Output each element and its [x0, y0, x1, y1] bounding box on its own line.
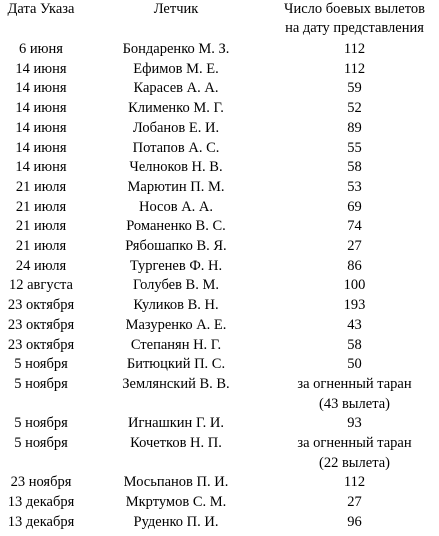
- sorties-line: 100: [343, 277, 366, 294]
- sorties-cell: [270, 139, 439, 159]
- decree-date-cell: 12 августа: [9, 277, 73, 294]
- pilot-name-cell: Карасев А. А.: [133, 80, 219, 97]
- table-row: [0, 513, 439, 533]
- table-row: [0, 296, 439, 316]
- table-row: [0, 79, 439, 99]
- sorties-cell: [270, 375, 439, 414]
- decree-date-cell: 21 июля: [15, 178, 67, 195]
- sorties-cell: [270, 434, 439, 473]
- pilot-name-cell: Мазуренко А. Е.: [125, 316, 227, 333]
- header-row: [0, 0, 439, 40]
- pilot-name-cell: Куликов В. Н.: [133, 297, 219, 314]
- table-row: [0, 158, 439, 178]
- decree-date-cell: 23 октября: [7, 336, 75, 353]
- decree-date-cell: 21 июля: [15, 218, 67, 235]
- decree-date-cell: 14 июня: [15, 80, 67, 97]
- sorties-cell: [270, 276, 439, 296]
- pilot-name-cell: Игнашкин Г. И.: [127, 415, 225, 432]
- sorties-cell: [270, 99, 439, 119]
- sorties-cell: [270, 296, 439, 316]
- sorties-cell: [270, 119, 439, 139]
- table-row: [0, 40, 439, 60]
- header-sorties-line-2: на дату представления: [285, 20, 424, 36]
- sorties-line: за огненный таран: [297, 435, 412, 452]
- sorties-line: 112: [343, 60, 366, 77]
- sorties-cell: [270, 40, 439, 60]
- pilot-name-cell: Марютин П. М.: [127, 178, 225, 195]
- header-sorties: [270, 0, 439, 40]
- table-row: [0, 336, 439, 356]
- sorties-line: 52: [347, 100, 362, 117]
- sorties-cell: [270, 237, 439, 257]
- decree-date-cell: 24 июля: [15, 257, 67, 274]
- table-row: [0, 434, 439, 473]
- decree-date-cell: 21 июля: [15, 238, 67, 255]
- table-row: [0, 414, 439, 434]
- sorties-cell: [270, 336, 439, 356]
- table-row: [0, 99, 439, 119]
- sorties-line: 96: [347, 513, 362, 530]
- pilot-name-cell: Руденко П. И.: [133, 513, 219, 530]
- table-row: [0, 355, 439, 375]
- decree-date-cell: 14 июня: [15, 119, 67, 136]
- sorties-line: 58: [347, 159, 362, 176]
- table-row: [0, 473, 439, 493]
- sorties-line: 27: [347, 238, 362, 255]
- table-row: [0, 276, 439, 296]
- table-row: [0, 257, 439, 277]
- sorties-line: 59: [347, 80, 362, 97]
- sorties-cell: [270, 158, 439, 178]
- sorties-cell: [270, 60, 439, 80]
- sorties-cell: [270, 257, 439, 277]
- pilot-name-cell: Потапов А. С.: [132, 139, 220, 156]
- pilot-name-cell: Рябошапко В. Я.: [125, 238, 227, 255]
- sorties-line: 27: [347, 494, 362, 511]
- pilot-name-cell: Ефимов М. Е.: [133, 60, 219, 77]
- table-row: [0, 60, 439, 80]
- pilot-name-cell: Тургенев Ф. Н.: [129, 257, 223, 274]
- decree-date-cell: 5 ноября: [14, 435, 68, 452]
- pilot-name-cell: Челноков Н. В.: [129, 159, 223, 176]
- pilot-name-cell: Битюцкий П. С.: [126, 356, 226, 373]
- decree-date-cell: 21 июля: [15, 198, 67, 215]
- table-row: [0, 217, 439, 237]
- decree-date-cell: 13 декабря: [7, 513, 75, 530]
- sorties-line: 74: [347, 218, 362, 235]
- decree-date-cell: 13 декабря: [7, 494, 75, 511]
- decree-date-cell: 14 июня: [15, 139, 67, 156]
- pilot-name-cell: Мкртумов С. М.: [125, 494, 227, 511]
- table-row: [0, 178, 439, 198]
- sorties-cell: [270, 316, 439, 336]
- decree-date-cell: 5 ноября: [14, 415, 68, 432]
- sorties-line: 193: [343, 297, 366, 314]
- sorties-cell: [270, 355, 439, 375]
- decree-date-cell: 14 июня: [15, 100, 67, 117]
- sorties-line: 43: [347, 316, 362, 333]
- table-row: [0, 198, 439, 218]
- header-pilot: Летчик: [153, 1, 199, 17]
- table-row: [0, 316, 439, 336]
- pilot-name-cell: Романенко В. С.: [126, 218, 226, 235]
- pilot-name-cell: Голубев В. М.: [133, 277, 219, 294]
- pilot-name-cell: Степанян Н. Г.: [130, 336, 222, 353]
- table-row: [0, 493, 439, 513]
- sorties-cell: [270, 178, 439, 198]
- pilot-name-cell: Землянский В. В.: [122, 375, 230, 392]
- decree-date-cell: 23 октября: [7, 316, 75, 333]
- sorties-line: 50: [347, 356, 362, 373]
- sorties-line: (22 вылета): [319, 454, 390, 471]
- sorties-line: 86: [347, 257, 362, 274]
- pilot-name-cell: Мосьпанов П. И.: [123, 474, 229, 491]
- pilot-name-cell: Лобанов Е. И.: [132, 119, 220, 136]
- table-row: [0, 119, 439, 139]
- sorties-line: 112: [343, 474, 366, 491]
- decree-date-cell: 5 ноября: [14, 375, 68, 392]
- header-sorties-line-1: Число боевых вылетов: [284, 1, 425, 17]
- table-body: [0, 40, 439, 533]
- sorties-line: 69: [347, 198, 362, 215]
- table-header: [0, 0, 439, 40]
- decree-date-cell: 5 ноября: [14, 356, 68, 373]
- header-date: Дата Указа: [7, 1, 75, 17]
- decree-date-cell: 14 июня: [15, 60, 67, 77]
- sorties-line: 58: [347, 336, 362, 353]
- sorties-line: 89: [347, 119, 362, 136]
- sorties-cell: [270, 513, 439, 533]
- table-row: [0, 375, 439, 414]
- decree-date-cell: 6 июня: [19, 41, 63, 57]
- sorties-line: 53: [347, 178, 362, 195]
- sorties-line: 112: [343, 41, 366, 57]
- sorties-cell: [270, 414, 439, 434]
- sorties-cell: [270, 493, 439, 513]
- sorties-cell: [270, 217, 439, 237]
- decree-date-cell: 23 ноября: [10, 474, 72, 491]
- decree-date-cell: 23 октября: [7, 297, 75, 314]
- pilot-name-cell: Кочетков Н. П.: [130, 435, 222, 452]
- pilot-name-cell: Бондаренко М. З.: [122, 41, 230, 57]
- pilot-name-cell: Клименко М. Г.: [128, 100, 224, 117]
- sorties-line: 93: [347, 415, 362, 432]
- sorties-cell: [270, 473, 439, 493]
- pilot-name-cell: Носов А. А.: [138, 198, 214, 215]
- decree-date-cell: 14 июня: [15, 159, 67, 176]
- sorties-line: за огненный таран: [297, 375, 412, 392]
- sorties-line: 55: [347, 139, 362, 156]
- table-row: [0, 139, 439, 159]
- sorties-line: (43 вылета): [319, 395, 390, 412]
- sorties-cell: [270, 79, 439, 99]
- sorties-cell: [270, 198, 439, 218]
- table-row: [0, 237, 439, 257]
